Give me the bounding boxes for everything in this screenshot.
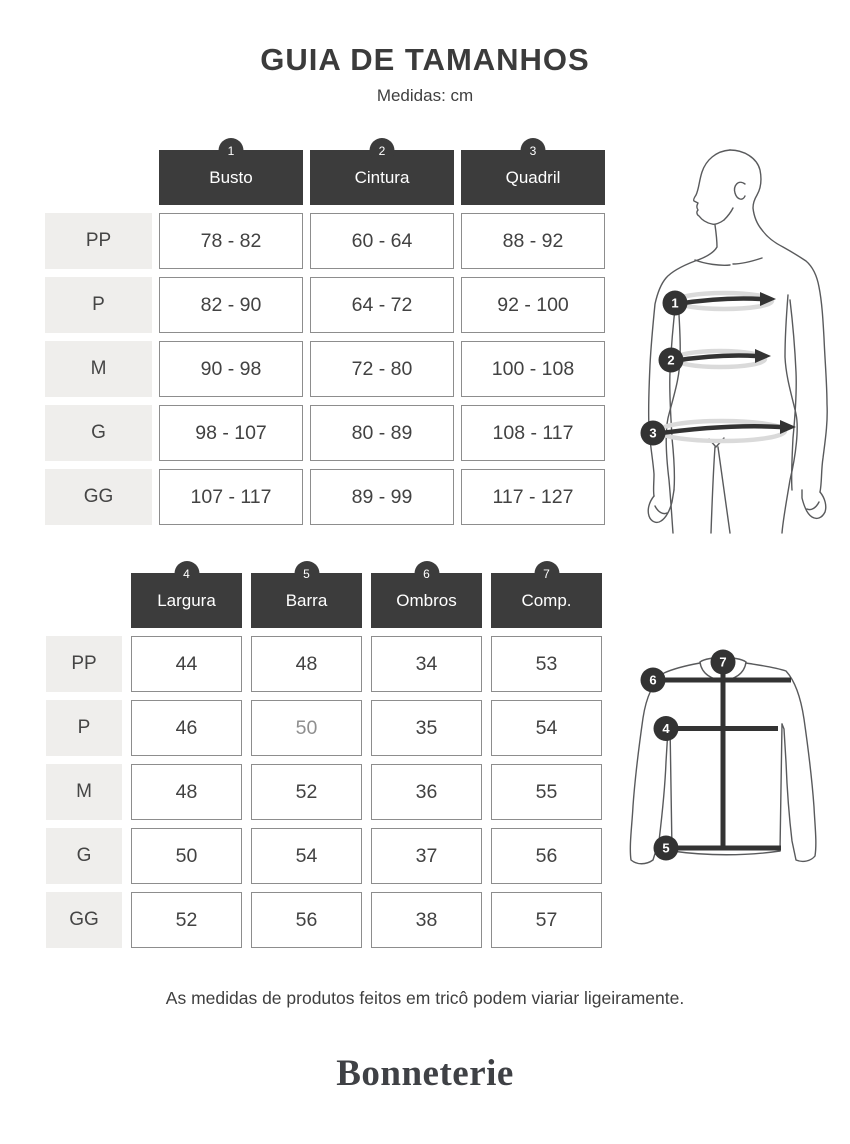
cell-p-quadril: 92 - 100 — [461, 277, 605, 333]
cell-p-cintura: 64 - 72 — [310, 277, 454, 333]
measure-number-2-badge: 2 — [370, 138, 395, 163]
cell-m-ombros: 36 — [371, 764, 482, 820]
size-row-label-g: G — [45, 405, 152, 461]
badge-2-number: 2 — [667, 352, 675, 368]
page-subtitle: Medidas: cm — [376, 86, 474, 105]
cell-pp-largura: 44 — [131, 636, 242, 692]
cell-p-barra: 50 — [251, 700, 362, 756]
bust-arrow — [677, 299, 761, 304]
column-header-barra — [251, 566, 362, 628]
size-row-label-pp: PP — [46, 636, 122, 692]
cell-g-quadril: 108 - 117 — [461, 405, 605, 461]
cell-m-barra: 52 — [251, 764, 362, 820]
garment-measure-lines — [653, 662, 791, 850]
cell-gg-cintura: 89 - 99 — [310, 469, 454, 525]
column-header-label: Quadril — [505, 167, 561, 187]
cell-p-busto: 82 - 90 — [159, 277, 303, 333]
column-header-cintura — [310, 143, 454, 205]
cell-g-barra: 54 — [251, 828, 362, 884]
badge-5-number: 5 — [662, 840, 670, 856]
badge-6-number: 6 — [649, 672, 657, 688]
cell-g-cintura: 80 - 89 — [310, 405, 454, 461]
cell-m-busto: 90 - 98 — [159, 341, 303, 397]
cell-g-busto: 98 - 107 — [159, 405, 303, 461]
measure-number-6-badge: 6 — [414, 561, 439, 586]
size-row-label-gg: GG — [46, 892, 122, 948]
column-header-quadril — [461, 143, 605, 205]
size-row-label-pp: PP — [45, 213, 152, 269]
body-measurement-figure — [620, 140, 850, 535]
upper-body-size-table — [45, 143, 605, 525]
cell-m-quadril: 100 - 108 — [461, 341, 605, 397]
column-header-label: Ombros — [396, 590, 457, 610]
cell-pp-comp: 53 — [491, 636, 602, 692]
sweater-measurement-figure — [615, 632, 850, 890]
badge-3-number: 3 — [649, 425, 657, 441]
column-header-label: Cintura — [354, 167, 410, 187]
cell-g-ombros: 37 — [371, 828, 482, 884]
size-row-label-gg: GG — [45, 469, 152, 525]
badge-4-number: 4 — [662, 721, 670, 736]
column-header-label: Barra — [285, 590, 328, 610]
cell-p-comp: 54 — [491, 700, 602, 756]
size-row-label-m: M — [45, 341, 152, 397]
column-header-largura — [131, 566, 242, 628]
waist-arrow — [673, 356, 756, 361]
cell-gg-ombros: 38 — [371, 892, 482, 948]
cell-gg-quadril: 117 - 127 — [461, 469, 605, 525]
knit-variation-note: As medidas de produtos feitos em tricô podem viariar ligeiramente. — [165, 988, 685, 1008]
measure-number-4-badge: 4 — [174, 561, 199, 586]
measure-number-5-badge: 5 — [294, 561, 319, 586]
measure-number-3-badge: 3 — [521, 138, 546, 163]
cell-m-largura: 48 — [131, 764, 242, 820]
brand-logo: Bonneterie — [336, 1053, 514, 1094]
table-corner-spacer — [45, 150, 152, 205]
badge-1-number: 1 — [671, 295, 679, 311]
size-row-label-p: P — [46, 700, 122, 756]
cell-pp-quadril: 88 - 92 — [461, 213, 605, 269]
cell-p-ombros: 35 — [371, 700, 482, 756]
measure-number-7-badge: 7 — [534, 561, 559, 586]
column-header-comp — [491, 566, 602, 628]
column-header-ombros — [371, 566, 482, 628]
cell-gg-comp: 57 — [491, 892, 602, 948]
cell-gg-barra: 56 — [251, 892, 362, 948]
cell-gg-busto: 107 - 117 — [159, 469, 303, 525]
garment-size-table — [46, 566, 602, 948]
cell-m-cintura: 72 - 80 — [310, 341, 454, 397]
column-header-label: Largura — [157, 590, 216, 610]
size-row-label-p: P — [45, 277, 152, 333]
column-header-label: Busto — [209, 167, 253, 187]
cell-m-comp: 55 — [491, 764, 602, 820]
cell-pp-ombros: 34 — [371, 636, 482, 692]
cell-g-largura: 50 — [131, 828, 242, 884]
body-outline-illustration — [648, 150, 827, 533]
cell-gg-largura: 52 — [131, 892, 242, 948]
cell-g-comp: 56 — [491, 828, 602, 884]
table-corner-spacer — [46, 573, 122, 628]
size-row-label-g: G — [46, 828, 122, 884]
page-title: GUIA DE TAMANHOS — [260, 42, 590, 77]
cell-pp-cintura: 60 - 64 — [310, 213, 454, 269]
size-row-label-m: M — [46, 764, 122, 820]
cell-p-largura: 46 — [131, 700, 242, 756]
cell-pp-barra: 48 — [251, 636, 362, 692]
hip-arrow — [655, 426, 781, 434]
measure-number-1-badge: 1 — [219, 138, 244, 163]
column-header-busto — [159, 143, 303, 205]
column-header-label: Comp. — [521, 590, 572, 610]
badge-7-number: 7 — [719, 654, 727, 670]
cell-pp-busto: 78 - 82 — [159, 213, 303, 269]
